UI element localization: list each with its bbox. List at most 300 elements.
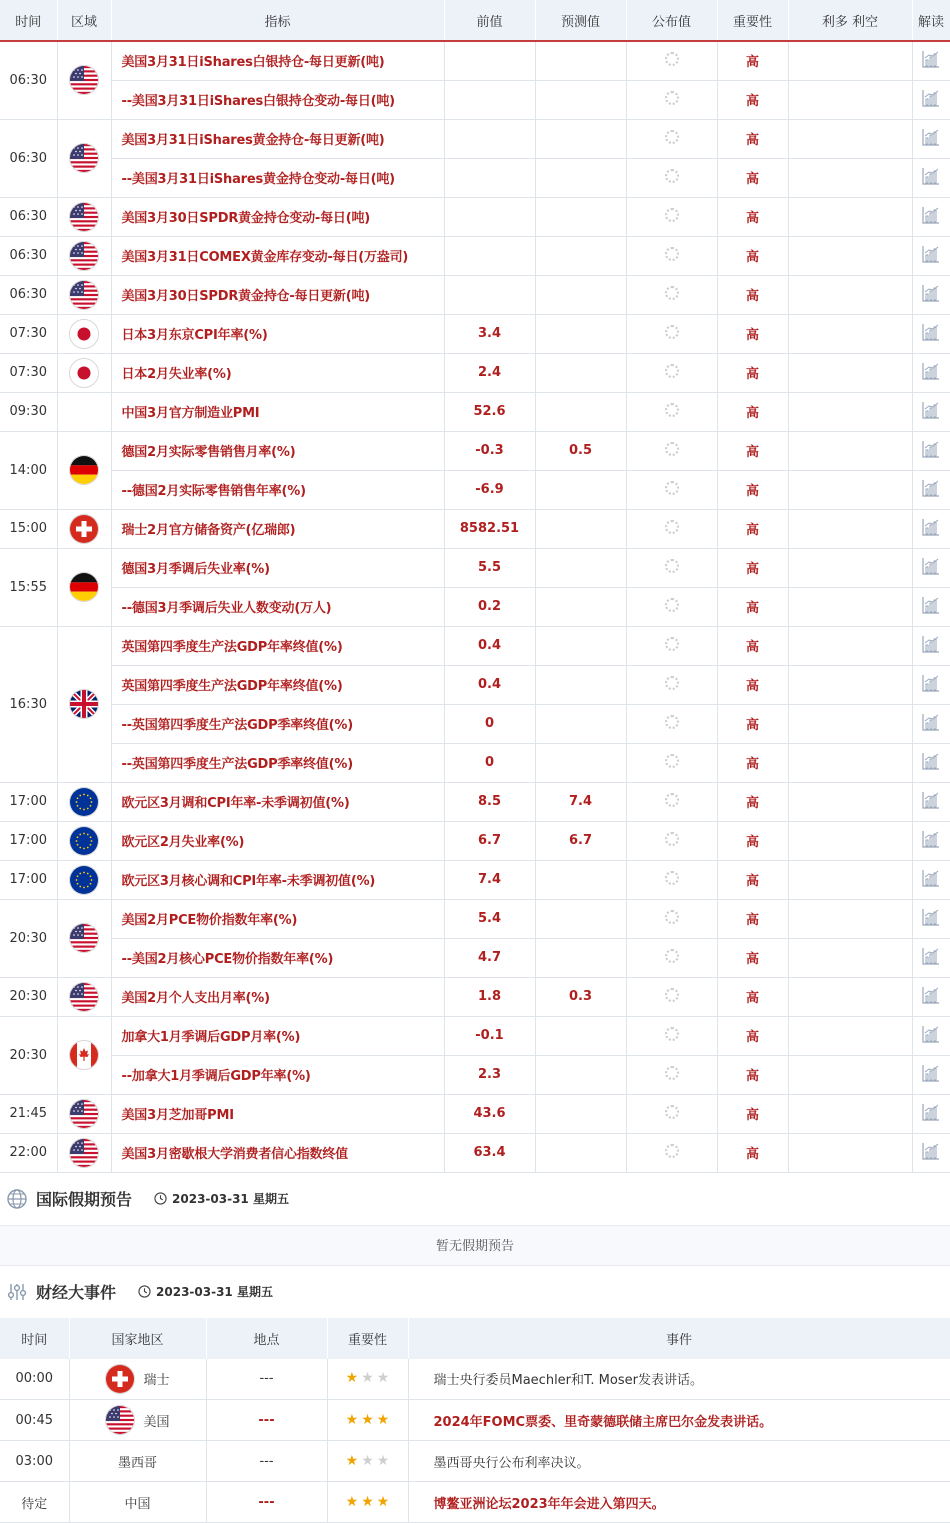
analysis-cell[interactable] xyxy=(912,392,950,431)
star-icon: ★ xyxy=(376,1493,390,1510)
row-region xyxy=(57,977,111,1016)
impact-cell xyxy=(788,275,912,314)
indicator-link[interactable]: --英国第四季度生产法GDP季率终值(%) xyxy=(111,743,444,782)
row-time: 07:30 xyxy=(0,314,57,353)
previous-value: 8582.51 xyxy=(444,509,535,548)
importance-level: 高 xyxy=(717,119,788,158)
event-description: 瑞士央行委员Maechler和T. Moser发表讲话。 xyxy=(408,1359,950,1400)
forecast-value xyxy=(535,80,626,119)
row-time: 06:30 xyxy=(0,119,57,197)
actual-value xyxy=(626,80,717,119)
event-time: 03:00 xyxy=(0,1441,69,1482)
event-country-name: 墨西哥 xyxy=(117,1455,157,1471)
previous-value: 1.8 xyxy=(444,977,535,1016)
calendar-row xyxy=(0,665,950,704)
calendar-row xyxy=(0,704,950,743)
indicator-link[interactable]: 欧元区3月核心调和CPI年率-未季调初值(%) xyxy=(111,860,444,899)
previous-value: -0.1 xyxy=(444,1016,535,1055)
calendar-row xyxy=(0,197,950,236)
importance-level: 高 xyxy=(717,236,788,275)
calendar-row xyxy=(0,392,950,431)
forecast-value: 7.4 xyxy=(535,782,626,821)
forecast-value xyxy=(535,1094,626,1133)
analysis-chart-icon[interactable] xyxy=(922,440,940,458)
event-place: --- xyxy=(206,1441,327,1482)
analysis-cell[interactable] xyxy=(912,704,950,743)
importance-stars xyxy=(346,1371,390,1385)
analysis-chart-icon[interactable] xyxy=(922,50,940,68)
calendar-row xyxy=(0,977,950,1016)
analysis-cell[interactable] xyxy=(912,1016,950,1055)
event-country-cell xyxy=(69,1441,206,1482)
importance-level: 高 xyxy=(717,80,788,119)
analysis-cell[interactable] xyxy=(912,899,950,938)
previous-value: 0.4 xyxy=(444,665,535,704)
actual-value xyxy=(626,665,717,704)
importance-level: 高 xyxy=(717,548,788,587)
impact-cell xyxy=(788,1016,912,1055)
impact-cell xyxy=(788,314,912,353)
importance-level: 高 xyxy=(717,392,788,431)
indicator-link[interactable]: --德国3月季调后失业人数变动(万人) xyxy=(111,587,444,626)
actual-value xyxy=(626,275,717,314)
analysis-chart-icon[interactable] xyxy=(922,947,940,965)
row-region xyxy=(57,782,111,821)
forecast-value xyxy=(535,236,626,275)
previous-value: 52.6 xyxy=(444,392,535,431)
analysis-chart-icon[interactable] xyxy=(922,128,940,146)
actual-value xyxy=(626,860,717,899)
actual-value xyxy=(626,509,717,548)
actual-value xyxy=(626,392,717,431)
forecast-value: 0.5 xyxy=(535,431,626,470)
loading-spinner-icon xyxy=(665,286,679,300)
analysis-cell[interactable] xyxy=(912,587,950,626)
event-row xyxy=(0,1359,950,1400)
calendar-row xyxy=(0,938,950,977)
actual-value xyxy=(626,119,717,158)
indicator-link[interactable]: 美国2月个人支出月率(%) xyxy=(111,977,444,1016)
analysis-chart-icon[interactable] xyxy=(922,713,940,731)
indicator-link[interactable]: 美国3月密歇根大学消费者信心指数终值 xyxy=(111,1133,444,1172)
impact-cell xyxy=(788,236,912,275)
row-time: 15:55 xyxy=(0,548,57,626)
flag-germany-icon xyxy=(69,455,99,485)
event-importance xyxy=(327,1482,408,1523)
event-importance xyxy=(327,1441,408,1482)
analysis-cell[interactable] xyxy=(912,353,950,392)
calendar-header-row xyxy=(0,0,950,41)
analysis-chart-icon[interactable] xyxy=(922,908,940,926)
actual-value xyxy=(626,1094,717,1133)
col-header-region: 区域 xyxy=(57,0,111,41)
event-time: 00:45 xyxy=(0,1400,69,1441)
indicator-link[interactable]: 加拿大1月季调后GDP月率(%) xyxy=(111,1016,444,1055)
indicator-link[interactable]: --美国3月31日iShares白银持仓变动-每日(吨) xyxy=(111,80,444,119)
forecast-value xyxy=(535,1133,626,1172)
calendar-row xyxy=(0,626,950,665)
analysis-cell[interactable] xyxy=(912,626,950,665)
analysis-chart-icon[interactable] xyxy=(922,830,940,848)
analysis-cell[interactable] xyxy=(912,938,950,977)
analysis-chart-icon[interactable] xyxy=(922,557,940,575)
analysis-cell[interactable] xyxy=(912,41,950,80)
impact-cell xyxy=(788,1055,912,1094)
previous-value xyxy=(444,119,535,158)
calendar-row xyxy=(0,1133,950,1172)
event-row xyxy=(0,1400,950,1441)
row-region xyxy=(57,860,111,899)
loading-spinner-icon xyxy=(665,1027,679,1041)
loading-spinner-icon xyxy=(665,1066,679,1080)
actual-value xyxy=(626,938,717,977)
analysis-cell[interactable] xyxy=(912,821,950,860)
row-time: 20:30 xyxy=(0,977,57,1016)
previous-value xyxy=(444,275,535,314)
actual-value xyxy=(626,431,717,470)
forecast-value xyxy=(535,314,626,353)
loading-spinner-icon xyxy=(665,364,679,378)
actual-value xyxy=(626,587,717,626)
event-country-name: 中国 xyxy=(124,1496,151,1512)
star-icon: ★ xyxy=(361,1493,374,1510)
previous-value: 43.6 xyxy=(444,1094,535,1133)
forecast-value xyxy=(535,899,626,938)
events-col-time: 时间 xyxy=(0,1318,69,1359)
forecast-value xyxy=(535,1016,626,1055)
impact-cell xyxy=(788,938,912,977)
row-time: 09:30 xyxy=(0,392,57,431)
analysis-cell[interactable] xyxy=(912,860,950,899)
calendar-row xyxy=(0,470,950,509)
forecast-value xyxy=(535,353,626,392)
analysis-chart-icon[interactable] xyxy=(922,1142,940,1160)
indicator-link[interactable]: --加拿大1月季调后GDP年率(%) xyxy=(111,1055,444,1094)
analysis-cell[interactable] xyxy=(912,314,950,353)
loading-spinner-icon xyxy=(665,481,679,495)
events-section-title: 财经大事件 xyxy=(36,1283,117,1302)
events-section-header xyxy=(0,1266,950,1318)
analysis-chart-icon[interactable] xyxy=(922,401,940,419)
impact-cell xyxy=(788,431,912,470)
analysis-cell[interactable] xyxy=(912,782,950,821)
event-time: 00:00 xyxy=(0,1359,69,1400)
importance-level: 高 xyxy=(717,977,788,1016)
previous-value: -0.3 xyxy=(444,431,535,470)
importance-level: 高 xyxy=(717,860,788,899)
analysis-cell[interactable] xyxy=(912,977,950,1016)
actual-value xyxy=(626,1133,717,1172)
flag-us-icon xyxy=(69,202,99,232)
indicator-link[interactable]: 美国3月30日SPDR黄金持仓变动-每日(吨) xyxy=(111,197,444,236)
importance-level: 高 xyxy=(717,1055,788,1094)
indicator-link[interactable]: 日本3月东京CPI年率(%) xyxy=(111,314,444,353)
forecast-value xyxy=(535,470,626,509)
indicator-link[interactable]: 德国2月实际零售销售月率(%) xyxy=(111,431,444,470)
events-col-importance: 重要性 xyxy=(327,1318,408,1359)
analysis-chart-icon[interactable] xyxy=(922,206,940,224)
previous-value: 0 xyxy=(444,743,535,782)
row-region xyxy=(57,197,111,236)
actual-value xyxy=(626,353,717,392)
loading-spinner-icon xyxy=(665,169,679,183)
flag-us-icon xyxy=(69,1138,99,1168)
previous-value: -6.9 xyxy=(444,470,535,509)
flag-eu-icon xyxy=(69,787,99,817)
event-country xyxy=(70,1405,206,1435)
loading-spinner-icon xyxy=(665,949,679,963)
event-place: --- xyxy=(206,1482,327,1523)
loading-spinner-icon xyxy=(665,832,679,846)
actual-value xyxy=(626,821,717,860)
flag-us-icon xyxy=(69,1099,99,1129)
previous-value xyxy=(444,197,535,236)
indicator-link[interactable]: 美国3月31日COMEX黄金库存变动-每日(万盎司) xyxy=(111,236,444,275)
event-country-cell xyxy=(69,1482,206,1523)
previous-value xyxy=(444,41,535,80)
indicator-link[interactable]: 瑞士2月官方储备资产(亿瑞郎) xyxy=(111,509,444,548)
forecast-value xyxy=(535,119,626,158)
star-icon: ★ xyxy=(345,1493,359,1510)
previous-value: 3.4 xyxy=(444,314,535,353)
row-time: 16:30 xyxy=(0,626,57,782)
loading-spinner-icon xyxy=(665,988,679,1002)
analysis-cell[interactable] xyxy=(912,548,950,587)
loading-spinner-icon xyxy=(665,130,679,144)
forecast-value xyxy=(535,275,626,314)
row-time: 14:00 xyxy=(0,431,57,509)
indicator-link[interactable]: --德国2月实际零售销售年率(%) xyxy=(111,470,444,509)
col-header-indicator: 指标 xyxy=(111,0,444,41)
calendar-row xyxy=(0,80,950,119)
actual-value xyxy=(626,1055,717,1094)
previous-value: 0.4 xyxy=(444,626,535,665)
analysis-chart-icon[interactable] xyxy=(922,1025,940,1043)
indicator-link[interactable]: 日本2月失业率(%) xyxy=(111,353,444,392)
indicator-link[interactable]: 德国3月季调后失业率(%) xyxy=(111,548,444,587)
indicator-link[interactable]: 英国第四季度生产法GDP年率终值(%) xyxy=(111,626,444,665)
event-country xyxy=(70,1364,206,1394)
forecast-value xyxy=(535,743,626,782)
importance-level: 高 xyxy=(717,1133,788,1172)
previous-value: 2.4 xyxy=(444,353,535,392)
analysis-cell[interactable] xyxy=(912,275,950,314)
analysis-cell[interactable] xyxy=(912,197,950,236)
flag-japan-icon xyxy=(69,319,99,349)
analysis-chart-icon[interactable] xyxy=(922,362,940,380)
row-time: 06:30 xyxy=(0,275,57,314)
row-region xyxy=(57,1133,111,1172)
analysis-cell[interactable] xyxy=(912,665,950,704)
indicator-link[interactable]: 美国3月31日iShares黄金持仓-每日更新(吨) xyxy=(111,119,444,158)
previous-value xyxy=(444,236,535,275)
calendar-row xyxy=(0,587,950,626)
row-region xyxy=(57,314,111,353)
row-region xyxy=(57,119,111,197)
analysis-chart-icon[interactable] xyxy=(922,89,940,107)
previous-value: 8.5 xyxy=(444,782,535,821)
star-icon: ★ xyxy=(361,1370,374,1387)
impact-cell xyxy=(788,977,912,1016)
clock-icon xyxy=(154,1192,167,1205)
actual-value xyxy=(626,1016,717,1055)
event-country xyxy=(70,1493,206,1512)
previous-value: 0.2 xyxy=(444,587,535,626)
forecast-value xyxy=(535,1055,626,1094)
impact-cell xyxy=(788,353,912,392)
row-region xyxy=(57,353,111,392)
flag-us-icon xyxy=(69,65,99,95)
holiday-empty-notice: 暂无假期预告 xyxy=(0,1225,950,1266)
calendar-row xyxy=(0,1016,950,1055)
indicator-link[interactable]: 美国3月31日iShares白银持仓-每日更新(吨) xyxy=(111,41,444,80)
analysis-chart-icon[interactable] xyxy=(922,635,940,653)
star-icon: ★ xyxy=(345,1370,359,1387)
indicator-link[interactable]: 美国2月PCE物价指数年率(%) xyxy=(111,899,444,938)
analysis-chart-icon[interactable] xyxy=(922,479,940,497)
importance-level: 高 xyxy=(717,587,788,626)
analysis-chart-icon[interactable] xyxy=(922,791,940,809)
impact-cell xyxy=(788,41,912,80)
loading-spinner-icon xyxy=(665,559,679,573)
analysis-chart-icon[interactable] xyxy=(922,752,940,770)
analysis-cell[interactable] xyxy=(912,80,950,119)
analysis-chart-icon[interactable] xyxy=(922,323,940,341)
calendar-row xyxy=(0,158,950,197)
analysis-cell[interactable] xyxy=(912,158,950,197)
indicator-link[interactable]: 美国3月芝加哥PMI xyxy=(111,1094,444,1133)
indicator-link[interactable]: --美国2月核心PCE物价指数年率(%) xyxy=(111,938,444,977)
col-header-forecast: 预测值 xyxy=(535,0,626,41)
actual-value xyxy=(626,626,717,665)
analysis-chart-icon[interactable] xyxy=(922,986,940,1004)
analysis-cell[interactable] xyxy=(912,1094,950,1133)
calendar-row xyxy=(0,236,950,275)
importance-level: 高 xyxy=(717,782,788,821)
analysis-chart-icon[interactable] xyxy=(922,245,940,263)
previous-value: 4.7 xyxy=(444,938,535,977)
row-time: 17:00 xyxy=(0,821,57,860)
analysis-cell[interactable] xyxy=(912,236,950,275)
loading-spinner-icon xyxy=(665,715,679,729)
events-col-event: 事件 xyxy=(408,1318,950,1359)
actual-value xyxy=(626,197,717,236)
previous-value: 5.5 xyxy=(444,548,535,587)
flag-us-icon xyxy=(69,241,99,271)
row-time: 22:00 xyxy=(0,1133,57,1172)
loading-spinner-icon xyxy=(665,247,679,261)
row-region xyxy=(57,548,111,626)
events-table xyxy=(0,1318,950,1523)
importance-level: 高 xyxy=(717,470,788,509)
impact-cell xyxy=(788,392,912,431)
analysis-chart-icon[interactable] xyxy=(922,596,940,614)
impact-cell xyxy=(788,665,912,704)
flag-uk-icon xyxy=(69,689,99,719)
flag-japan-icon xyxy=(69,358,99,388)
analysis-chart-icon[interactable] xyxy=(922,674,940,692)
row-region xyxy=(57,899,111,977)
globe-icon xyxy=(6,1188,28,1210)
events-header-row xyxy=(0,1318,950,1359)
row-time: 20:30 xyxy=(0,1016,57,1094)
indicator-link[interactable]: 英国第四季度生产法GDP年率终值(%) xyxy=(111,665,444,704)
event-country-name: 瑞士 xyxy=(143,1373,170,1389)
analysis-chart-icon[interactable] xyxy=(922,518,940,536)
previous-value xyxy=(444,158,535,197)
importance-level: 高 xyxy=(717,353,788,392)
forecast-value xyxy=(535,704,626,743)
impact-cell xyxy=(788,1133,912,1172)
importance-level: 高 xyxy=(717,1016,788,1055)
indicator-link[interactable]: 欧元区3月调和CPI年率-未季调初值(%) xyxy=(111,782,444,821)
analysis-cell[interactable] xyxy=(912,431,950,470)
indicator-link[interactable]: 欧元区2月失业率(%) xyxy=(111,821,444,860)
indicator-link[interactable]: 中国3月官方制造业PMI xyxy=(111,392,444,431)
star-icon: ★ xyxy=(345,1452,359,1469)
row-time: 06:30 xyxy=(0,41,57,119)
analysis-cell[interactable] xyxy=(912,119,950,158)
analysis-cell[interactable] xyxy=(912,470,950,509)
event-row xyxy=(0,1482,950,1523)
analysis-chart-icon[interactable] xyxy=(922,167,940,185)
importance-level: 高 xyxy=(717,275,788,314)
analysis-cell[interactable] xyxy=(912,509,950,548)
calendar-row xyxy=(0,821,950,860)
analysis-chart-icon[interactable] xyxy=(922,1064,940,1082)
events-body xyxy=(0,1359,950,1523)
importance-level: 高 xyxy=(717,41,788,80)
events-section-date: 2023-03-31 星期五 xyxy=(156,1285,273,1299)
analysis-chart-icon[interactable] xyxy=(922,284,940,302)
importance-level: 高 xyxy=(717,743,788,782)
indicator-link[interactable]: 美国3月30日SPDR黄金持仓-每日更新(吨) xyxy=(111,275,444,314)
event-description: 墨西哥央行公布利率决议。 xyxy=(408,1441,950,1482)
event-importance xyxy=(327,1359,408,1400)
analysis-cell[interactable] xyxy=(912,1133,950,1172)
loading-spinner-icon xyxy=(665,598,679,612)
analysis-chart-icon[interactable] xyxy=(922,869,940,887)
impact-cell xyxy=(788,509,912,548)
impact-cell xyxy=(788,587,912,626)
flag-canada-icon xyxy=(69,1040,99,1070)
importance-level: 高 xyxy=(717,821,788,860)
calendar-row xyxy=(0,275,950,314)
analysis-cell[interactable] xyxy=(912,1055,950,1094)
importance-level: 高 xyxy=(717,158,788,197)
events-col-place: 地点 xyxy=(206,1318,327,1359)
loading-spinner-icon xyxy=(665,637,679,651)
actual-value xyxy=(626,41,717,80)
impact-cell xyxy=(788,899,912,938)
analysis-chart-icon[interactable] xyxy=(922,1103,940,1121)
impact-cell xyxy=(788,821,912,860)
indicator-link[interactable]: --美国3月31日iShares黄金持仓变动-每日(吨) xyxy=(111,158,444,197)
importance-level: 高 xyxy=(717,1094,788,1133)
event-description: 2024年FOMC票委、里奇蒙德联储主席巴尔金发表讲话。 xyxy=(408,1400,950,1441)
previous-value: 6.7 xyxy=(444,821,535,860)
flag-eu-icon xyxy=(69,865,99,895)
forecast-value xyxy=(535,392,626,431)
previous-value: 2.3 xyxy=(444,1055,535,1094)
previous-value: 5.4 xyxy=(444,899,535,938)
actual-value xyxy=(626,548,717,587)
calendar-row xyxy=(0,899,950,938)
flag-eu-icon xyxy=(69,826,99,856)
analysis-cell[interactable] xyxy=(912,743,950,782)
row-region xyxy=(57,509,111,548)
indicator-link[interactable]: --英国第四季度生产法GDP季率终值(%) xyxy=(111,704,444,743)
